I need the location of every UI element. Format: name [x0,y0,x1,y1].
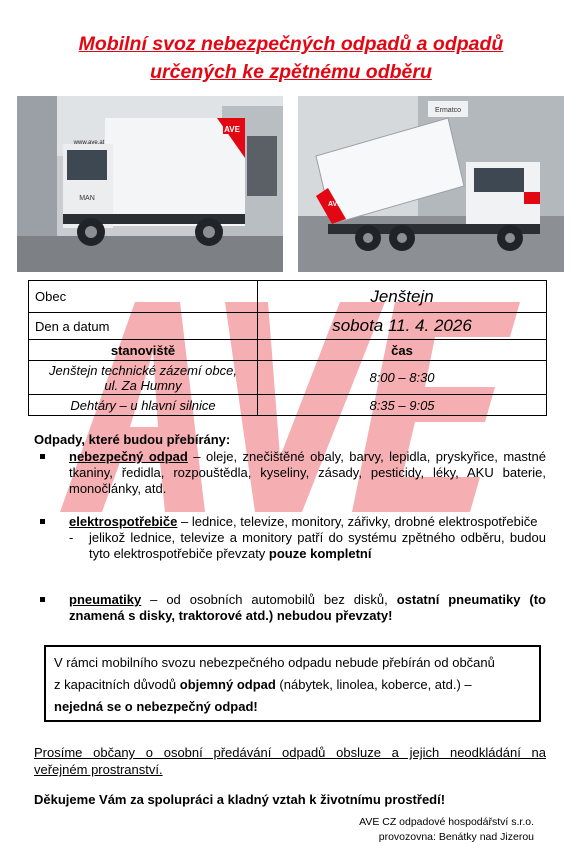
tyres-term: pneumatiky [69,592,142,607]
site-line-1: Jenštejn technické zázemí obce, [49,362,237,378]
left-cab-badge: MAN [79,195,95,202]
electro-subnote [69,530,546,562]
tyres-text [69,592,546,624]
title-line-1: Mobilní svoz nebezpečných odpadů a odpadů [78,33,504,55]
citizen-plea [34,744,546,778]
right-container-logo: AVE [328,201,342,208]
table-row [29,395,547,416]
municipality-label: Obec [29,281,258,313]
plea-line-1: Prosíme občany o osobní předávání odpadů obsluze a jejich neodkládání na [34,745,546,760]
tyres-desc: – od osobních automobilů bez disků, [141,592,397,607]
notice-line-1: V rámci mobilního svozu nebezpečného odpadu nebude přebírán od občanů [54,655,495,670]
list-item-hazardous [40,449,546,497]
bullet-icon [40,454,45,459]
notice-line-2-pre: z kapacitních důvodů [54,677,180,692]
table-row [29,361,547,395]
electro-text [69,514,546,530]
notice-line-2 [54,674,531,696]
bullet-icon [40,597,45,602]
bulky-waste-notice [44,645,541,722]
site-cell: Dehtáry – u hlavní silnice [29,395,258,416]
municipality-value: Jenštejn [258,281,547,313]
column-header-site: stanoviště [29,340,258,361]
time-cell: 8:35 – 9:05 [258,395,547,416]
notice-line-2-post: (nábytek, linolea, koberce, atd.) – [275,677,472,692]
company-info [359,815,534,845]
photo-box-truck [17,96,283,272]
hazardous-text [69,449,546,497]
row-date [29,313,547,340]
list-item-tyres [40,592,546,624]
left-cab-web: www.ave.at [73,140,105,146]
notice-line-3: nejedná se o nebezpečný odpad! [54,699,258,714]
bullet-icon [40,519,45,524]
photo-container-truck [298,96,564,272]
title-line-2: určených ke zpětnému odběru [150,61,432,83]
left-truck-logo: AVE [224,125,240,134]
row-municipality [29,281,547,313]
electro-term: elektrospotřebiče [69,514,178,529]
tyres-bold: ostatní pneumatiky (to znamená s disky, traktorové atd.) nebudou převzaty! [69,592,546,623]
row-column-headers [29,340,547,361]
electro-sub-bold: pouze kompletní [268,546,372,561]
thanks-text: Děkujeme Vám za spolupráci a kladný vztah k životnímu prostředí! [34,792,446,807]
time-cell: 8:00 – 8:30 [258,361,547,395]
date-value: sobota 11. 4. 2026 [258,313,547,340]
page-title [20,30,562,86]
plea-line-2: veřejném prostranství. [34,762,163,777]
waste-heading: Odpady, které budou přebírány: [34,432,231,447]
dash-marker: - [69,530,74,545]
site-line-2: ul. Za Humny [104,377,182,393]
site-cell [29,361,258,395]
schedule-table [28,280,547,416]
date-label: Den a datum [29,313,258,340]
column-header-time: čas [258,340,547,361]
hazardous-term: nebezpečný odpad [69,449,188,464]
electro-sub-text: jelikož lednice, televize a monitory patří do systému zpětného odběru, budou tyto elektrospotřebiče převzaty [89,530,546,561]
notice-bulky-term: objemný odpad [179,677,276,692]
right-building-sign: Ermatco [434,107,462,114]
company-name: AVE CZ odpadové hospodářství s.r.o. [359,816,534,828]
hazardous-desc: – oleje, znečištěné obaly, barvy, lepidla, pryskyřice, mastné tkaniny, ředidla, rozpouštědla, kyseliny, zásady, pesticidy, léky, AKU baterie, monočlánky, atd. [69,449,546,496]
list-item-electro [40,514,546,562]
company-branch: provozovna: Benátky nad Jizerou [378,831,534,843]
electro-desc: – lednice, televize, monitory, zářivky, drobné elektrospotřebiče [177,514,538,529]
